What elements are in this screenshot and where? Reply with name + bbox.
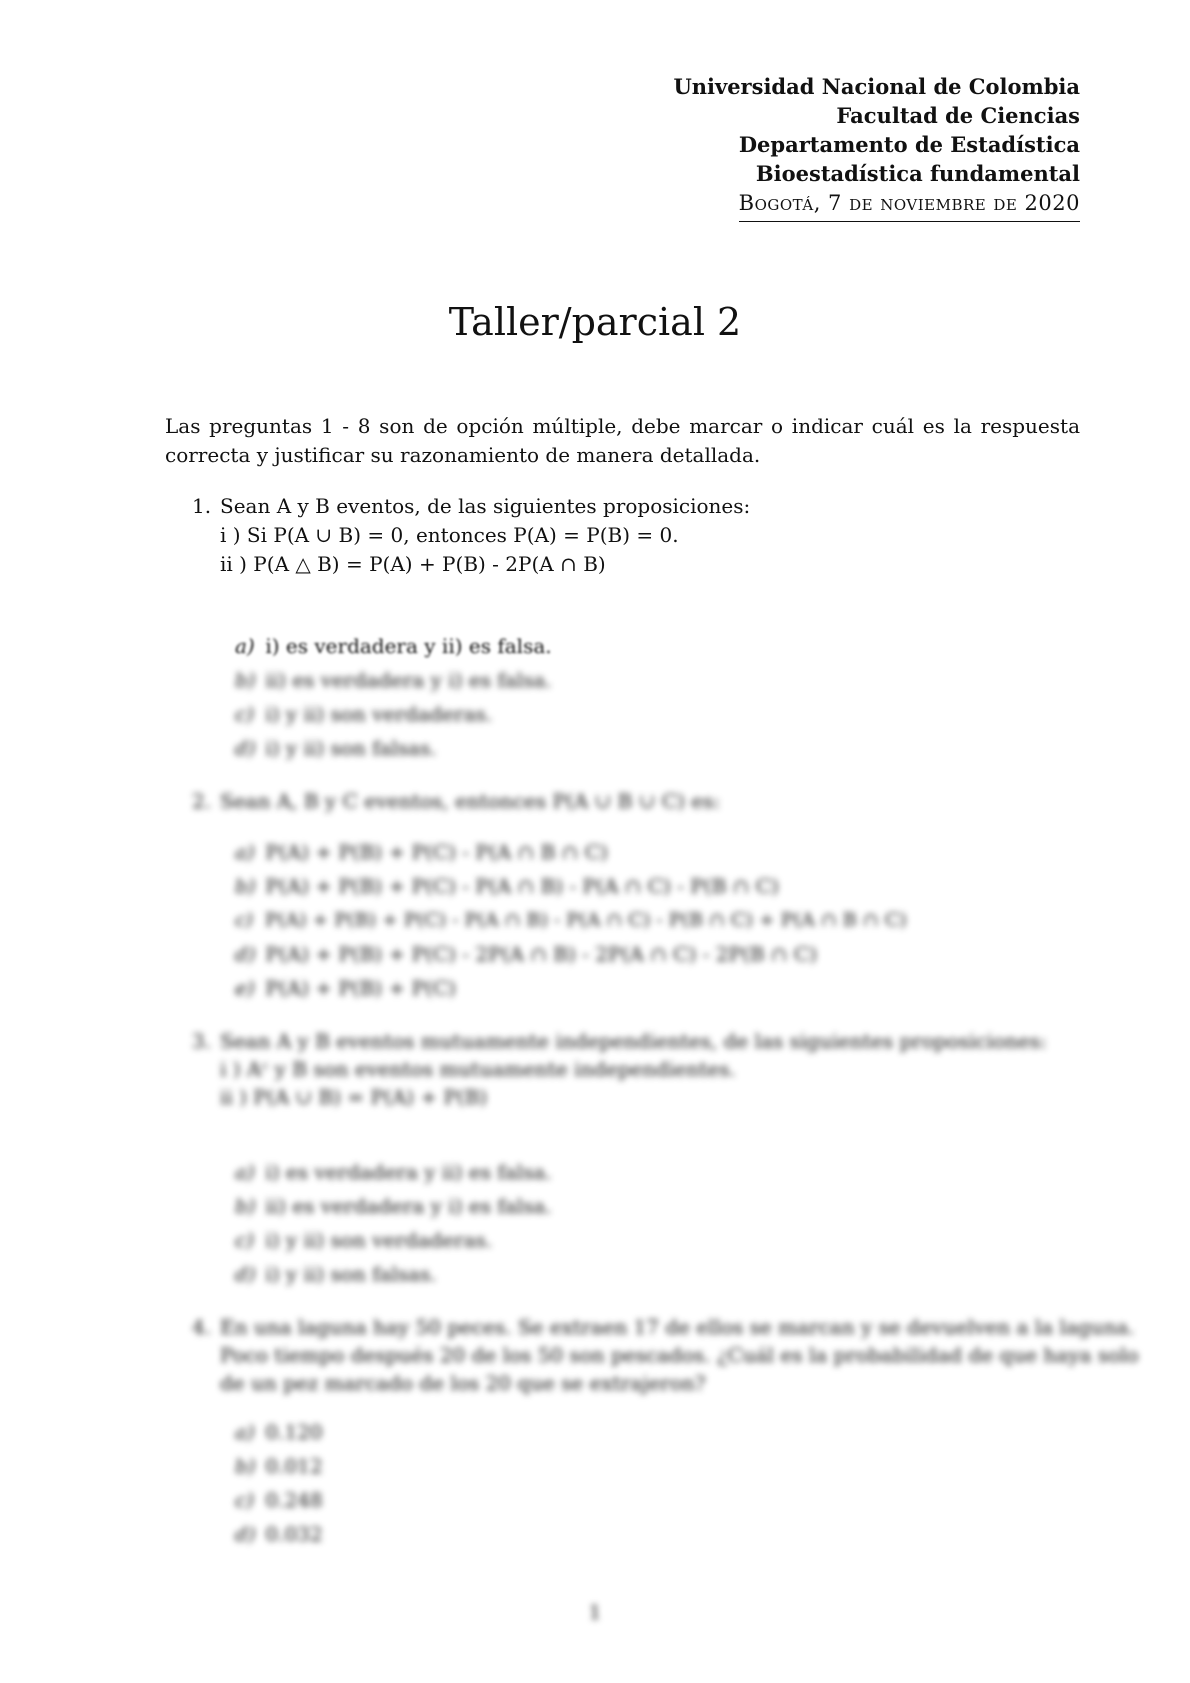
faculty-name: Facultad de Ciencias [836,103,1080,128]
option-4a[interactable]: a) 0.120 [235,1420,323,1444]
option-3d[interactable]: d) i) y ii) son falsas. [235,1262,437,1286]
option-3c[interactable]: c) i) y ii) son verdaderas. [235,1228,493,1252]
option-1d[interactable]: d) i) y ii) son falsas. [235,736,437,760]
document-date: Bogotá, 7 de noviembre de 2020 [739,189,1080,222]
option-4b[interactable]: b) 0.012 [235,1454,323,1478]
option-3b[interactable]: b) ii) es verdadera y i) es falsa. [235,1194,552,1218]
option-2c[interactable]: c) P(A) + P(B) + P(C) - P(A ∩ B) - P(A ∩ C) - P(B ∩ C) + P(A ∩ B ∩ C) [235,909,907,931]
option-2b[interactable]: b) P(A) + P(B) + P(C) - P(A ∩ B) - P(A ∩ C) - P(B ∩ C) [235,874,779,898]
option-1a[interactable]: a) i) es verdadera y ii) es falsa. [235,634,552,658]
option-1b[interactable]: b) ii) es verdadera y i) es falsa. [235,668,552,692]
option-2e[interactable]: e) P(A) + P(B) + P(C) [235,976,456,1000]
proposition-ii: ii ) P(A △ B) = P(A) + P(B) - 2P(A ∩ B) [220,552,606,576]
question-1 [192,492,750,579]
course-name: Bioestadística fundamental [755,161,1080,186]
option-4c[interactable]: c) 0.248 [235,1488,323,1512]
page-title: Taller/parcial 2 [448,300,742,344]
option-2d[interactable]: d) P(A) + P(B) + P(C) - 2P(A ∩ B) - 2P(A ∩ C) - 2P(B ∩ C) [235,942,818,966]
option-3a[interactable]: a) i) es verdadera y ii) es falsa. [235,1160,552,1184]
question-4: 4. En una laguna hay 50 peces. Se extraen 17 de ellos se marcan y se devuelven a la laguna. Poco tiempo después 20 de los 50 son pescados. ¿Cuál es la probabilidad de que haya solo de un pez marcado de los 20 que se extrajeron? [192,1315,1139,1395]
option-2a[interactable]: a) P(A) + P(B) + P(C) - P(A ∩ B ∩ C) [235,840,608,864]
department-name: Departamento de Estadística [738,132,1080,157]
university-name: Universidad Nacional de Colombia [673,74,1080,99]
page-number: 1 [588,1600,602,1624]
instructions-paragraph: Las preguntas 1 - 8 son de opción múltiple, debe marcar o indicar cuál es la respuesta correcta y justificar su razonamiento de manera detallada. [165,414,1080,467]
question-3: 3. Sean A y B eventos mutuamente independientes, de las siguientes proposiciones: i ) Aᶜ y B son eventos mutuamente independientes. ii ) P(A ∪ B) = P(A) + P(B) [192,1029,1047,1109]
question-2: 2. Sean A, B y C eventos, entonces P(A ∪ B ∪ C) es: [192,789,721,813]
header-block [673,72,1080,222]
question-text: Sean A y B eventos, de las siguientes proposiciones: [220,494,751,518]
proposition-i: i ) Si P(A ∪ B) = 0, entonces P(A) = P(B) = 0. [220,523,679,547]
option-1c[interactable]: c) i) y ii) son verdaderas. [235,702,493,726]
question-number: 1. [192,494,212,518]
option-4d[interactable]: d) 0.032 [235,1522,323,1546]
